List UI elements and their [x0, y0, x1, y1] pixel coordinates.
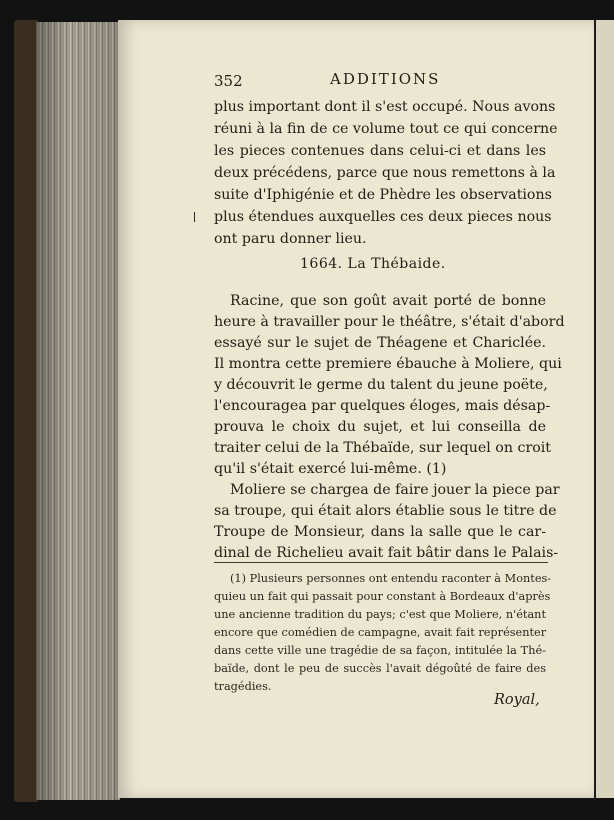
footnote-line: tragédies. [214, 680, 272, 693]
text-line: y découvrit le germe du talent du jeune poëte, [214, 377, 548, 393]
text-line: plus étendues auxquelles ces deux pieces nous [214, 209, 552, 225]
text-line: suite d'Iphigénie et de Phèdre les observations [214, 187, 552, 203]
text-line: prouva le choix du sujet, et lui conseilla de [214, 419, 546, 435]
text-line: heure à travailler pour le théâtre, s'était d'abord [214, 314, 565, 330]
catchword: Royal, [494, 692, 540, 708]
text-line: ont paru donner lieu. [214, 231, 367, 247]
footnote-line: quieu un fait qui passait pour constant à Bordeaux d'après [214, 590, 551, 603]
text-line: dinal de Richelieu avait fait bâtir dans le Palais- [214, 545, 559, 561]
text-line: Racine, que son goût avait porté de bonne [230, 293, 546, 309]
text-line: l'encouragea par quelques éloges, mais désap- [214, 398, 551, 414]
text-line: sa troupe, qui était alors établie sous le titre de [214, 503, 557, 519]
footnote-line: baïde, dont le peu de succès l'avait dégoûté de faire des [214, 662, 546, 675]
page-edges-shadow [36, 22, 120, 800]
text-line: les pieces contenues dans celui-ci et dans les [214, 143, 546, 159]
book-cover [14, 20, 38, 802]
text-line: qu'il s'était exercé lui-même. (1) [214, 461, 447, 477]
footnote-line: dans cette ville une tragédie de sa façon, intitulée la Thé- [214, 644, 546, 657]
facing-page-edge [594, 20, 614, 798]
text-line: Moliere se chargea de faire jouer la piece par [230, 482, 560, 498]
page-number: 352 [214, 72, 243, 90]
margin-mark [194, 212, 195, 222]
footnote-line: une ancienne tradition du pays; c'est que Moliere, n'étant [214, 608, 546, 621]
text-line: Il montra cette premiere ébauche à Moliere, qui [214, 356, 562, 372]
footnote-line: (1) Plusieurs personnes ont entendu raconter à Montes- [230, 572, 552, 585]
text-line: essayé sur le sujet de Théagene et Chariclée. [214, 335, 546, 351]
footnote-rule [214, 562, 548, 563]
text-line: plus important dont il s'est occupé. Nous avons [214, 99, 556, 115]
text-line: Troupe de Monsieur, dans la salle que le car- [214, 524, 546, 540]
text-line: traiter celui de la Thébaïde, sur lequel on croit [214, 440, 552, 456]
text-line: réuni à la fin de ce volume tout ce qui concerne [214, 121, 558, 137]
running-head: ADDITIONS [330, 70, 441, 88]
section-heading: 1664. La Thébaide. [300, 256, 446, 272]
text-line: deux précédens, parce que nous remettons à la [214, 165, 556, 181]
footnote-line: encore que comédien de campagne, avait fait représenter [214, 626, 547, 639]
